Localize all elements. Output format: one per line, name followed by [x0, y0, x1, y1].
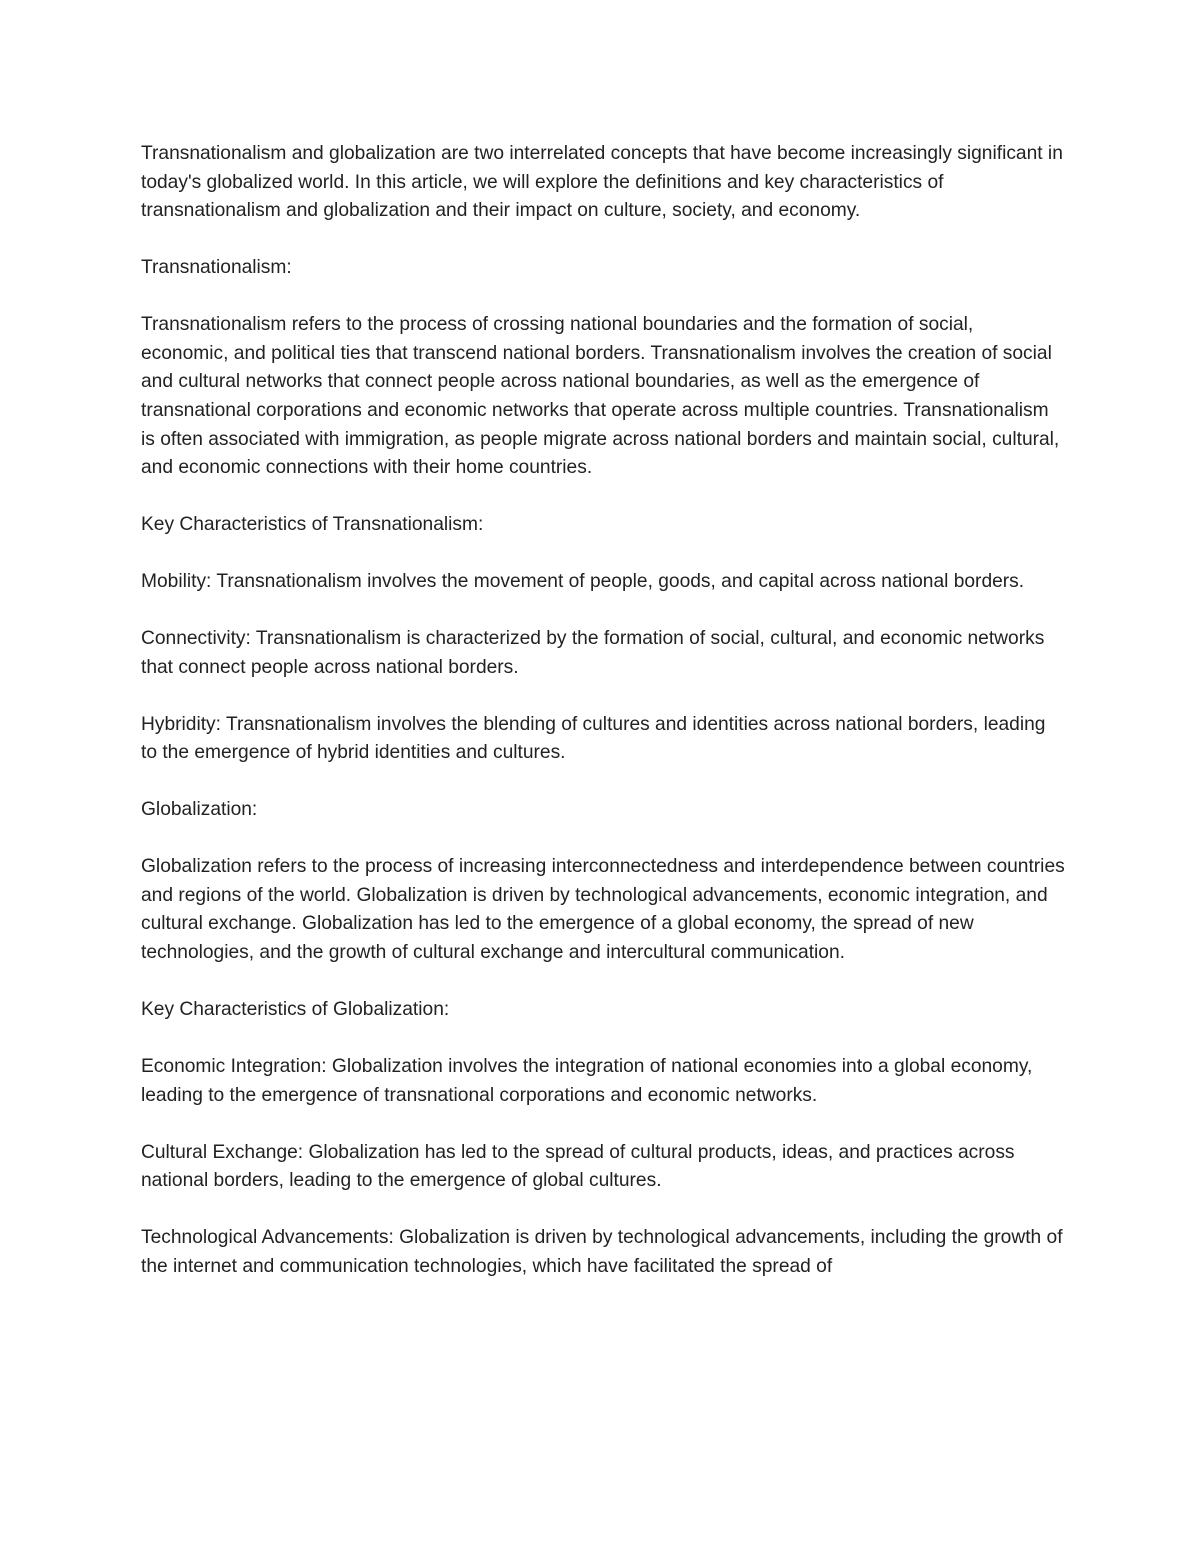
intro-paragraph: Transnationalism and globalization are two interrelated concepts that have become increasingly significant in today's globalized world. In this article, we will explore the definitions and key characteristics of transnationalism and globalization and their impact on culture, society, and economy.	[141, 143, 1063, 222]
connectivity-paragraph: Connectivity: Transnationalism is characterized by the formation of social, cultural, and economic networks that connect people across national borders.	[141, 628, 1045, 678]
mobility-paragraph: Mobility: Transnationalism involves the movement of people, goods, and capital across national borders.	[141, 571, 1025, 593]
heading-key-characteristics-transnationalism: Key Characteristics of Transnationalism:	[141, 514, 484, 536]
heading-key-characteristics-globalization: Key Characteristics of Globalization:	[141, 998, 450, 1020]
heading-globalization: Globalization:	[141, 799, 258, 821]
globalization-definition-paragraph: Globalization refers to the process of increasing interconnectedness and interdependence between countries and regions of the world. Globalization is driven by technological advancements, economic integration, and cultural exchange. Globalization has led to the emergence of a global economy, the spread of new technologies, and the growth of cultural exchange and intercultural communication.	[141, 856, 1065, 963]
economic-integration-paragraph: Economic Integration: Globalization involves the integration of national economies into a global economy, leading to the emergence of transnational corporations and economic networks.	[141, 1055, 1033, 1106]
heading-transnationalism: Transnationalism:	[141, 257, 292, 279]
cultural-exchange-paragraph: Cultural Exchange: Globalization has led to the spread of cultural products, ideas, and practices across national borders, leading to the emergence of global cultures.	[141, 1141, 1015, 1192]
document-body	[141, 140, 1066, 1281]
transnationalism-definition-paragraph: Transnationalism refers to the process of crossing national boundaries and the formation of social, economic, and political ties that transcend national borders. Transnationalism involves the creation of social and cultural networks that connect people across national boundaries, as well as the emergence of transnational corporations and economic networks that operate across multiple countries. Transnationalism is often associated with immigration, as people migrate across national borders and maintain social, cultural, and economic connections with their home countries.	[141, 314, 1060, 479]
hybridity-paragraph: Hybridity: Transnationalism involves the blending of cultures and identities across national borders, leading to the emergence of hybrid identities and cultures.	[141, 713, 1046, 764]
technological-advancements-paragraph: Technological Advancements: Globalization is driven by technological advancements, including the growth of the internet and communication technologies, which have facilitated the spread of	[141, 1227, 1063, 1277]
